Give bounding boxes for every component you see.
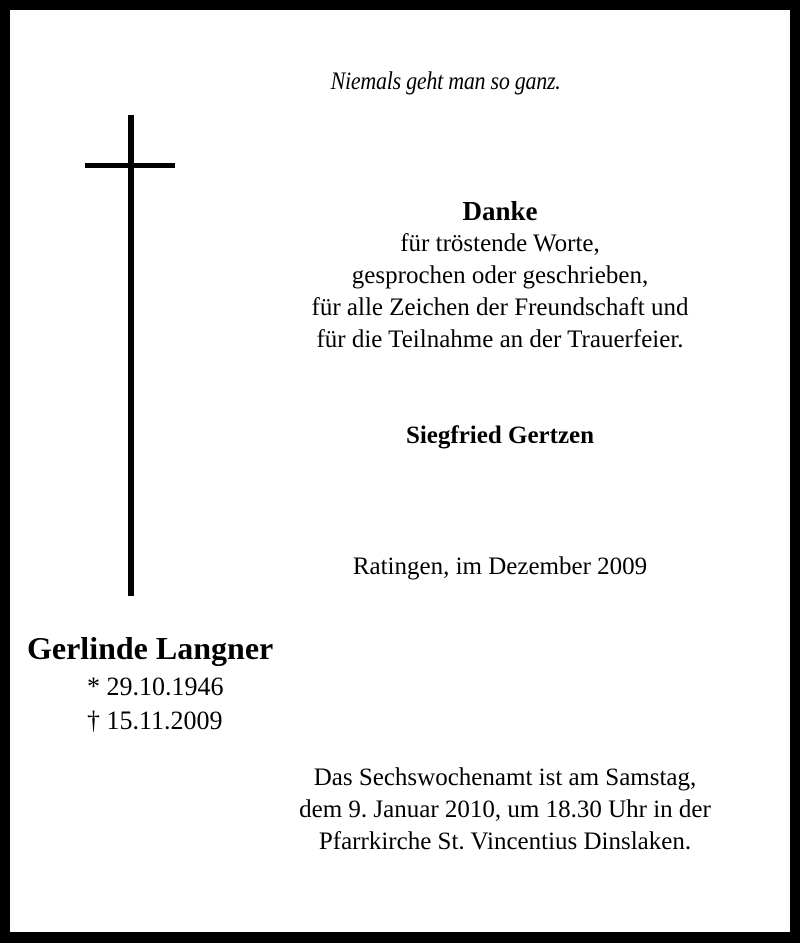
mass-line: Pfarrkirche St. Vincentius Dinslaken. [318, 828, 692, 855]
mass-line: dem 9. Januar 2010, um 18.30 Uhr in der [299, 796, 711, 823]
mass-line: Das Sechswochenamt ist am Samstag, [313, 764, 697, 791]
cross-vertical-bar [128, 115, 134, 596]
place-date: Ratingen, im Dezember 2009 [352, 553, 648, 580]
thanks-title: Danke [462, 196, 538, 226]
thanks-line: für alle Zeichen der Freundschaft und [311, 294, 689, 321]
thanks-line: für tröstende Worte, [400, 230, 600, 257]
thanks-line: gesprochen oder geschrieben, [351, 262, 649, 289]
birth-date: * 29.10.1946 [87, 672, 224, 701]
signer-name: Siegfried Gertzen [405, 422, 595, 449]
thanks-line: für die Teilnahme an der Trauerfeier. [316, 326, 684, 353]
death-date: † 15.11.2009 [87, 706, 223, 735]
deceased-name: Gerlinde Langner [27, 630, 274, 666]
cross-horizontal-bar [85, 163, 175, 168]
motto: Niemals geht man so ganz. [330, 68, 561, 95]
obituary-card [10, 10, 790, 932]
